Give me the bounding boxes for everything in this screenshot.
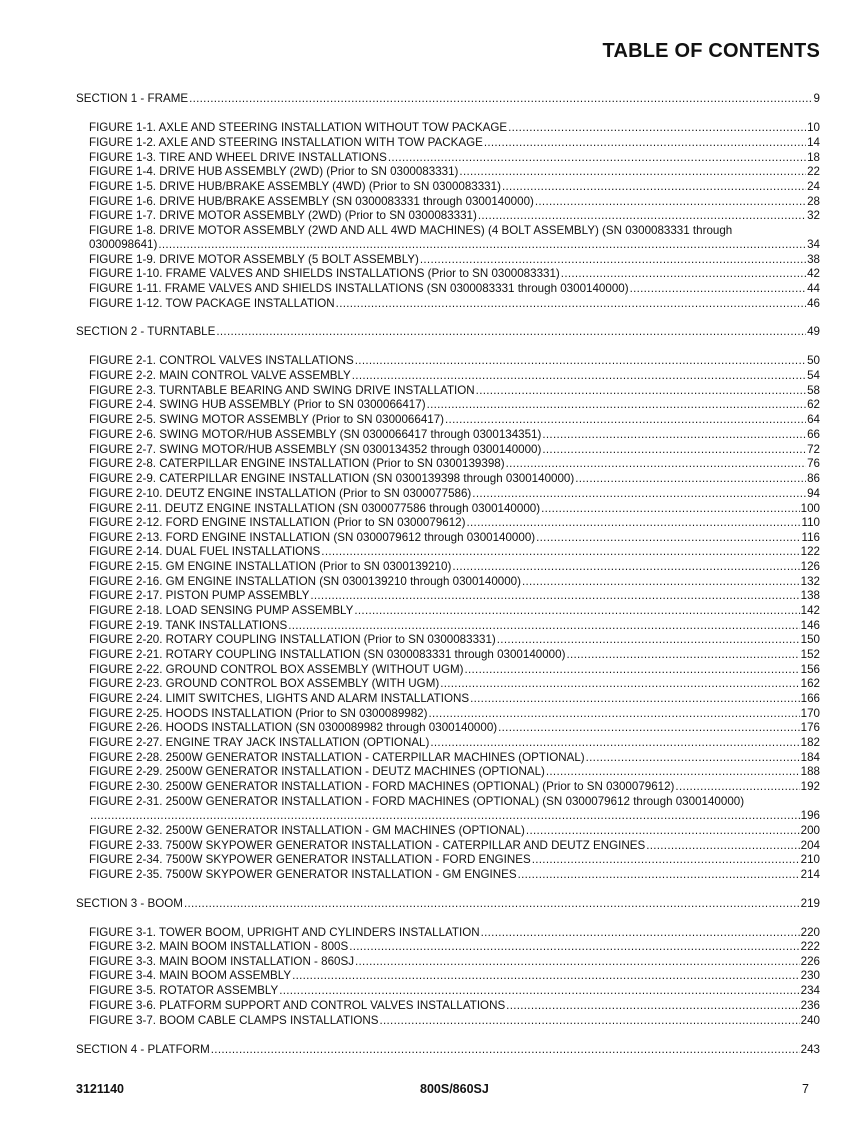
toc-entry[interactable] xyxy=(89,589,820,603)
dot-leader xyxy=(452,560,799,574)
toc-entry-page: 44 xyxy=(807,282,820,295)
dot-leader xyxy=(478,209,806,223)
dot-leader xyxy=(542,428,806,442)
toc-entry-title: FIGURE 2-7. SWING MOTOR/HUB ASSEMBLY (SN 0300134352 through 0300140000) xyxy=(89,443,542,456)
toc-entry-page: 243 xyxy=(800,1043,820,1056)
toc-entry[interactable] xyxy=(89,413,820,427)
toc-entry[interactable] xyxy=(89,751,820,765)
toc-entry[interactable] xyxy=(89,457,820,471)
dot-leader xyxy=(158,238,806,252)
toc-entry-title: FIGURE 2-10. DEUTZ ENGINE INSTALLATION (Prior to SN 0300077586) xyxy=(89,487,472,500)
dot-leader xyxy=(675,780,799,794)
toc-entry-page: 86 xyxy=(807,472,820,485)
dot-leader xyxy=(445,413,806,427)
dot-leader xyxy=(566,648,799,662)
toc-entry[interactable] xyxy=(89,384,820,398)
toc-entry-page: 184 xyxy=(800,751,820,764)
toc-entry[interactable] xyxy=(89,853,820,867)
toc-entry-title: FIGURE 2-5. SWING MOTOR ASSEMBLY (Prior to SN 0300066417) xyxy=(89,413,445,426)
toc-entry-page: 46 xyxy=(807,297,820,310)
toc-entry[interactable] xyxy=(89,267,820,281)
toc-entry[interactable] xyxy=(89,619,820,633)
dot-leader xyxy=(484,136,806,150)
dot-leader xyxy=(388,151,806,165)
toc-entry-page: 116 xyxy=(801,531,820,544)
dot-leader xyxy=(470,692,800,706)
toc-entry-page: 94 xyxy=(807,487,820,500)
toc-entry-title[interactable]: FIGURE 1-8. DRIVE MOTOR ASSEMBLY (2WD AND ALL 4WD MACHINES) (4 BOLT ASSEMBLY) (SN 0300083331 through xyxy=(89,224,733,237)
toc-entry-title: FIGURE 1-4. DRIVE HUB ASSEMBLY (2WD) (Prior to SN 0300083331) xyxy=(89,165,459,178)
toc-entry[interactable] xyxy=(89,955,820,969)
toc-entry[interactable] xyxy=(89,121,820,135)
toc-entry-page: 152 xyxy=(800,648,820,661)
toc-entry-title: FIGURE 2-35. 7500W SKYPOWER GENERATOR INSTALLATION - GM ENGINES xyxy=(89,868,517,881)
dot-leader xyxy=(586,751,800,765)
toc-section-title: SECTION 1 - FRAME xyxy=(76,92,189,105)
toc-entry-title: FIGURE 2-34. 7500W SKYPOWER GENERATOR INSTALLATION - FORD ENGINES xyxy=(89,853,531,866)
toc-entry[interactable] xyxy=(89,369,820,383)
toc-section[interactable] xyxy=(76,1043,820,1057)
dot-leader xyxy=(536,531,800,545)
toc-entry-page: 214 xyxy=(800,868,820,881)
toc-entry-page: 219 xyxy=(800,897,820,910)
toc-entry-title: FIGURE 3-3. MAIN BOOM INSTALLATION - 860SJ xyxy=(89,955,354,968)
toc-entry[interactable] xyxy=(89,297,820,311)
toc-entry[interactable] xyxy=(89,707,820,721)
toc-entry-title: FIGURE 2-15. GM ENGINE INSTALLATION (Prior to SN 0300139210) xyxy=(89,560,452,573)
toc-entry[interactable] xyxy=(89,545,820,559)
toc-entry[interactable] xyxy=(89,516,820,530)
toc-entry-title: FIGURE 2-22. GROUND CONTROL BOX ASSEMBLY (WITHOUT UGM) xyxy=(89,663,464,676)
toc-entry-page: 142 xyxy=(800,604,820,617)
toc-section-title: SECTION 4 - PLATFORM xyxy=(76,1043,210,1056)
dot-leader xyxy=(211,1043,800,1057)
toc-entry[interactable] xyxy=(89,238,820,252)
dot-leader xyxy=(561,267,806,281)
toc-entry[interactable] xyxy=(89,487,820,501)
toc-entry[interactable] xyxy=(89,677,820,691)
toc-entry[interactable] xyxy=(89,253,820,267)
toc-entry-title: FIGURE 3-6. PLATFORM SUPPORT AND CONTROL VALVES INSTALLATIONS xyxy=(89,999,506,1012)
toc-entry-title: FIGURE 1-9. DRIVE MOTOR ASSEMBLY (5 BOLT ASSEMBLY) xyxy=(89,253,419,266)
dot-leader xyxy=(288,619,799,633)
toc-entry-page: 22 xyxy=(807,165,820,178)
toc-entry-page: 182 xyxy=(800,736,820,749)
toc-entry-title: FIGURE 1-5. DRIVE HUB/BRAKE ASSEMBLY (4WD) (Prior to SN 0300083331) xyxy=(89,180,501,193)
toc-entry-page: 162 xyxy=(800,677,820,690)
dot-leader xyxy=(502,180,806,194)
dot-leader xyxy=(349,940,799,954)
dot-leader xyxy=(459,165,806,179)
dot-leader xyxy=(279,984,799,998)
dot-leader xyxy=(355,955,800,969)
toc-section[interactable] xyxy=(76,325,820,339)
toc-entry-page: 138 xyxy=(800,589,820,602)
toc-entry[interactable] xyxy=(89,648,820,662)
toc-entry-title: FIGURE 2-12. FORD ENGINE INSTALLATION (Prior to SN 0300079612) xyxy=(89,516,466,529)
toc-entry-page: 110 xyxy=(801,516,820,529)
toc-section-title: SECTION 3 - BOOM xyxy=(76,897,183,910)
toc-entry[interactable] xyxy=(89,575,820,589)
toc-entry-page: 72 xyxy=(807,443,820,456)
toc-entry[interactable] xyxy=(89,443,820,457)
toc-entry-title: FIGURE 3-4. MAIN BOOM ASSEMBLY xyxy=(89,969,292,982)
dot-leader xyxy=(541,502,800,516)
toc-entry-title: FIGURE 2-2. MAIN CONTROL VALVE ASSEMBLY xyxy=(89,369,351,382)
toc-section-title: SECTION 2 - TURNTABLE xyxy=(76,325,216,338)
toc-entry[interactable] xyxy=(89,692,820,706)
toc-entry-title: FIGURE 2-18. LOAD SENSING PUMP ASSEMBLY xyxy=(89,604,354,617)
toc-entry-title: FIGURE 2-21. ROTARY COUPLING INSTALLATION (SN 0300083331 through 0300140000) xyxy=(89,648,566,661)
toc-entry[interactable] xyxy=(89,180,820,194)
toc-entry-title: FIGURE 2-25. HOODS INSTALLATION (Prior to SN 0300089982) xyxy=(89,707,428,720)
dot-leader xyxy=(472,487,806,501)
toc-entry-title: FIGURE 2-17. PISTON PUMP ASSEMBLY xyxy=(89,589,310,602)
dot-leader xyxy=(310,589,799,603)
toc-entry-title: FIGURE 2-26. HOODS INSTALLATION (SN 0300089982 through 0300140000) xyxy=(89,721,498,734)
dot-leader xyxy=(90,809,800,823)
dot-leader xyxy=(506,999,799,1013)
dot-leader xyxy=(420,253,806,267)
toc-entry-title: FIGURE 3-7. BOOM CABLE CLAMPS INSTALLATIONS xyxy=(89,1014,379,1027)
toc-entry-page: 14 xyxy=(807,136,820,149)
dot-leader xyxy=(430,736,799,750)
toc-entry-page: 234 xyxy=(800,984,820,997)
toc-entry-page: 49 xyxy=(807,325,820,338)
toc-entry-page: 34 xyxy=(807,238,820,251)
toc-entry-continuation: 0300098641) xyxy=(89,238,158,251)
toc-entry[interactable] xyxy=(89,151,820,165)
toc-entry-title: FIGURE 2-4. SWING HUB ASSEMBLY (Prior to SN 0300066417) xyxy=(89,398,426,411)
toc-entry[interactable] xyxy=(89,354,820,368)
toc-entry[interactable] xyxy=(89,839,820,853)
page-title: TABLE OF CONTENTS xyxy=(602,40,820,62)
dot-leader xyxy=(646,839,799,853)
toc-entry-title: FIGURE 2-14. DUAL FUEL INSTALLATIONS xyxy=(89,545,321,558)
toc-entry-title: FIGURE 2-23. GROUND CONTROL BOX ASSEMBLY (WITH UGM) xyxy=(89,677,440,690)
dot-leader xyxy=(189,92,812,106)
toc-entry-page: 38 xyxy=(807,253,820,266)
toc-entry[interactable] xyxy=(89,165,820,179)
toc-entry-page: 192 xyxy=(800,780,820,793)
toc-entry-title: FIGURE 2-20. ROTARY COUPLING INSTALLATION (Prior to SN 0300083331) xyxy=(89,633,496,646)
dot-leader xyxy=(184,897,800,911)
toc-entry[interactable] xyxy=(89,209,820,223)
toc-entry-page: 166 xyxy=(800,692,820,705)
dot-leader xyxy=(481,926,800,940)
toc-entry-page: 126 xyxy=(800,560,820,573)
toc-entry-page: 176 xyxy=(800,721,820,734)
toc-entry-page: 32 xyxy=(807,209,820,222)
toc-entry[interactable] xyxy=(89,633,820,647)
dot-leader xyxy=(497,633,800,647)
dot-leader xyxy=(352,369,806,383)
toc-entry-page: 28 xyxy=(807,195,820,208)
toc-entry-page: 54 xyxy=(807,369,820,382)
toc-entry[interactable] xyxy=(89,940,820,954)
toc-entry-title: FIGURE 3-2. MAIN BOOM INSTALLATION - 800S xyxy=(89,940,349,953)
toc-entry[interactable] xyxy=(89,604,820,618)
toc-entry[interactable] xyxy=(89,736,820,750)
dot-leader xyxy=(542,443,806,457)
toc-entry-page: 230 xyxy=(800,969,820,982)
dot-leader xyxy=(508,121,806,135)
dot-leader xyxy=(440,677,799,691)
toc-entry[interactable] xyxy=(89,472,820,486)
toc-entry-title: FIGURE 2-24. LIMIT SWITCHES, LIGHTS AND ALARM INSTALLATIONS xyxy=(89,692,470,705)
toc-entry-page: 132 xyxy=(800,575,820,588)
dot-leader xyxy=(522,575,800,589)
dot-leader xyxy=(216,325,806,339)
toc-entry[interactable] xyxy=(89,824,820,838)
toc-entry-title: FIGURE 2-11. DEUTZ ENGINE INSTALLATION (SN 0300077586 through 0300140000) xyxy=(89,502,541,515)
toc-entry[interactable] xyxy=(89,195,820,209)
toc-section[interactable] xyxy=(76,897,820,911)
toc-entry-page: 24 xyxy=(807,180,820,193)
toc-entry-page: 204 xyxy=(800,839,820,852)
dot-leader xyxy=(464,663,799,677)
toc-entry-page: 146 xyxy=(800,619,820,632)
toc-entry-page: 170 xyxy=(800,707,820,720)
dot-leader xyxy=(535,195,806,209)
toc-entry[interactable] xyxy=(89,780,820,794)
toc-entry-title: FIGURE 2-27. ENGINE TRAY JACK INSTALLATION (OPTIONAL) xyxy=(89,736,430,749)
toc-entry-page: 210 xyxy=(800,853,820,866)
toc-entry[interactable] xyxy=(89,428,820,442)
toc-entry[interactable] xyxy=(89,765,820,779)
toc-entry-title: FIGURE 1-7. DRIVE MOTOR ASSEMBLY (2WD) (Prior to SN 0300083331) xyxy=(89,209,477,222)
toc-entry-title: FIGURE 3-5. ROTATOR ASSEMBLY xyxy=(89,984,279,997)
dot-leader xyxy=(292,969,800,983)
toc-entry-title: FIGURE 2-9. CATERPILLAR ENGINE INSTALLATION (SN 0300139398 through 0300140000) xyxy=(89,472,575,485)
dot-leader xyxy=(428,707,799,721)
toc-entry[interactable] xyxy=(89,136,820,150)
dot-leader xyxy=(476,384,806,398)
toc-entry-page: 196 xyxy=(800,809,820,822)
dot-leader xyxy=(518,868,800,882)
toc-entry-page: 236 xyxy=(800,999,820,1012)
toc-entry-page: 226 xyxy=(800,955,820,968)
toc-entry-title: FIGURE 2-13. FORD ENGINE INSTALLATION (SN 0300079612 through 0300140000) xyxy=(89,531,536,544)
toc-entry-page: 62 xyxy=(807,398,820,411)
toc-entry-page: 42 xyxy=(807,267,820,280)
dot-leader xyxy=(355,354,806,368)
toc-entry[interactable] xyxy=(89,560,820,574)
toc-entry-title: FIGURE 2-29. 2500W GENERATOR INSTALLATION - DEUTZ MACHINES (OPTIONAL) xyxy=(89,765,545,778)
toc-entry-page: 100 xyxy=(800,502,820,515)
footer-doc-number: 3121140 xyxy=(76,1082,124,1096)
dot-leader xyxy=(321,545,799,559)
dot-leader xyxy=(532,853,800,867)
toc-entry-title: FIGURE 1-2. AXLE AND STEERING INSTALLATION WITH TOW PACKAGE xyxy=(89,136,483,149)
toc-entry-title: FIGURE 2-19. TANK INSTALLATIONS xyxy=(89,619,288,632)
toc-entry-title: FIGURE 1-3. TIRE AND WHEEL DRIVE INSTALLATIONS xyxy=(89,151,387,164)
toc-entry-page: 240 xyxy=(800,1014,820,1027)
toc-entry[interactable] xyxy=(89,999,820,1013)
dot-leader xyxy=(526,824,800,838)
toc-entry-title: FIGURE 2-30. 2500W GENERATOR INSTALLATION - FORD MACHINES (OPTIONAL) (Prior to SN 0300079612) xyxy=(89,780,675,793)
footer-page-number: 7 xyxy=(802,1082,809,1096)
toc-entry-title: FIGURE 1-6. DRIVE HUB/BRAKE ASSEMBLY (SN 0300083331 through 0300140000) xyxy=(89,195,534,208)
dot-leader xyxy=(498,721,800,735)
toc-entry-page: 188 xyxy=(800,765,820,778)
toc-section[interactable] xyxy=(76,92,820,106)
toc-entry-page: 122 xyxy=(800,545,820,558)
toc-entry-page: 10 xyxy=(807,121,820,134)
toc-entry-page: 18 xyxy=(807,151,820,164)
toc-entry-page: 64 xyxy=(807,413,820,426)
dot-leader xyxy=(467,516,801,530)
toc-entry-page: 58 xyxy=(807,384,820,397)
toc-entry[interactable] xyxy=(89,984,820,998)
toc-entry-page: 9 xyxy=(813,92,820,105)
dot-leader xyxy=(630,282,807,296)
toc-entry-page: 66 xyxy=(807,428,820,441)
toc-entry-title: FIGURE 1-1. AXLE AND STEERING INSTALLATION WITHOUT TOW PACKAGE xyxy=(89,121,508,134)
toc-entry[interactable] xyxy=(89,721,820,735)
toc-entry-title[interactable]: FIGURE 2-31. 2500W GENERATOR INSTALLATION - FORD MACHINES (OPTIONAL) (SN 0300079612 through 0300140000) xyxy=(89,795,745,808)
toc-entry-page: 200 xyxy=(800,824,820,837)
dot-leader xyxy=(506,457,807,471)
toc-entry-title: FIGURE 2-33. 7500W SKYPOWER GENERATOR INSTALLATION - CATERPILLAR AND DEUTZ ENGINES xyxy=(89,839,646,852)
toc-entry-title: FIGURE 2-16. GM ENGINE INSTALLATION (SN 0300139210 through 0300140000) xyxy=(89,575,521,588)
dot-leader xyxy=(546,765,800,779)
toc-entry[interactable] xyxy=(89,663,820,677)
toc-entry-title: FIGURE 2-28. 2500W GENERATOR INSTALLATION - CATERPILLAR MACHINES (OPTIONAL) xyxy=(89,751,585,764)
toc-entry-title: FIGURE 1-11. FRAME VALVES AND SHIELDS INSTALLATIONS (SN 0300083331 through 0300140000) xyxy=(89,282,629,295)
toc-entry-title: FIGURE 2-6. SWING MOTOR/HUB ASSEMBLY (SN 0300066417 through 0300134351) xyxy=(89,428,542,441)
toc-entry-title: FIGURE 2-3. TURNTABLE BEARING AND SWING DRIVE INSTALLATION xyxy=(89,384,475,397)
footer-model: 800S/860SJ xyxy=(420,1082,489,1096)
toc-entry[interactable] xyxy=(89,1014,820,1028)
toc-entry-title: FIGURE 1-10. FRAME VALVES AND SHIELDS INSTALLATIONS (Prior to SN 0300083331) xyxy=(89,267,560,280)
toc-entry[interactable] xyxy=(89,282,820,296)
toc-entry-page: 222 xyxy=(800,940,820,953)
dot-leader xyxy=(575,472,806,486)
toc-entry[interactable] xyxy=(89,531,820,545)
toc-entry-title: FIGURE 2-1. CONTROL VALVES INSTALLATIONS xyxy=(89,354,354,367)
toc-entry[interactable] xyxy=(89,868,820,882)
toc-entry[interactable] xyxy=(89,809,820,823)
toc-entry-page: 50 xyxy=(807,354,820,367)
toc-entry-page: 76 xyxy=(807,457,820,470)
toc-entry[interactable] xyxy=(89,502,820,516)
toc-entry[interactable] xyxy=(89,926,820,940)
dot-leader xyxy=(379,1014,799,1028)
toc-entry-title: FIGURE 1-12. TOW PACKAGE INSTALLATION xyxy=(89,297,335,310)
toc-entry[interactable] xyxy=(89,398,820,412)
toc-entry-page: 150 xyxy=(800,633,820,646)
toc-entry-title: FIGURE 2-8. CATERPILLAR ENGINE INSTALLATION (Prior to SN 0300139398) xyxy=(89,457,505,470)
dot-leader xyxy=(427,398,807,412)
toc-entry-page: 220 xyxy=(800,926,820,939)
dot-leader xyxy=(336,297,806,311)
toc-entry-page: 156 xyxy=(800,663,820,676)
dot-leader xyxy=(354,604,799,618)
toc-entry[interactable] xyxy=(89,969,820,983)
toc-entry-title: FIGURE 2-32. 2500W GENERATOR INSTALLATION - GM MACHINES (OPTIONAL) xyxy=(89,824,525,837)
toc-entry-title: FIGURE 3-1. TOWER BOOM, UPRIGHT AND CYLINDERS INSTALLATION xyxy=(89,926,480,939)
